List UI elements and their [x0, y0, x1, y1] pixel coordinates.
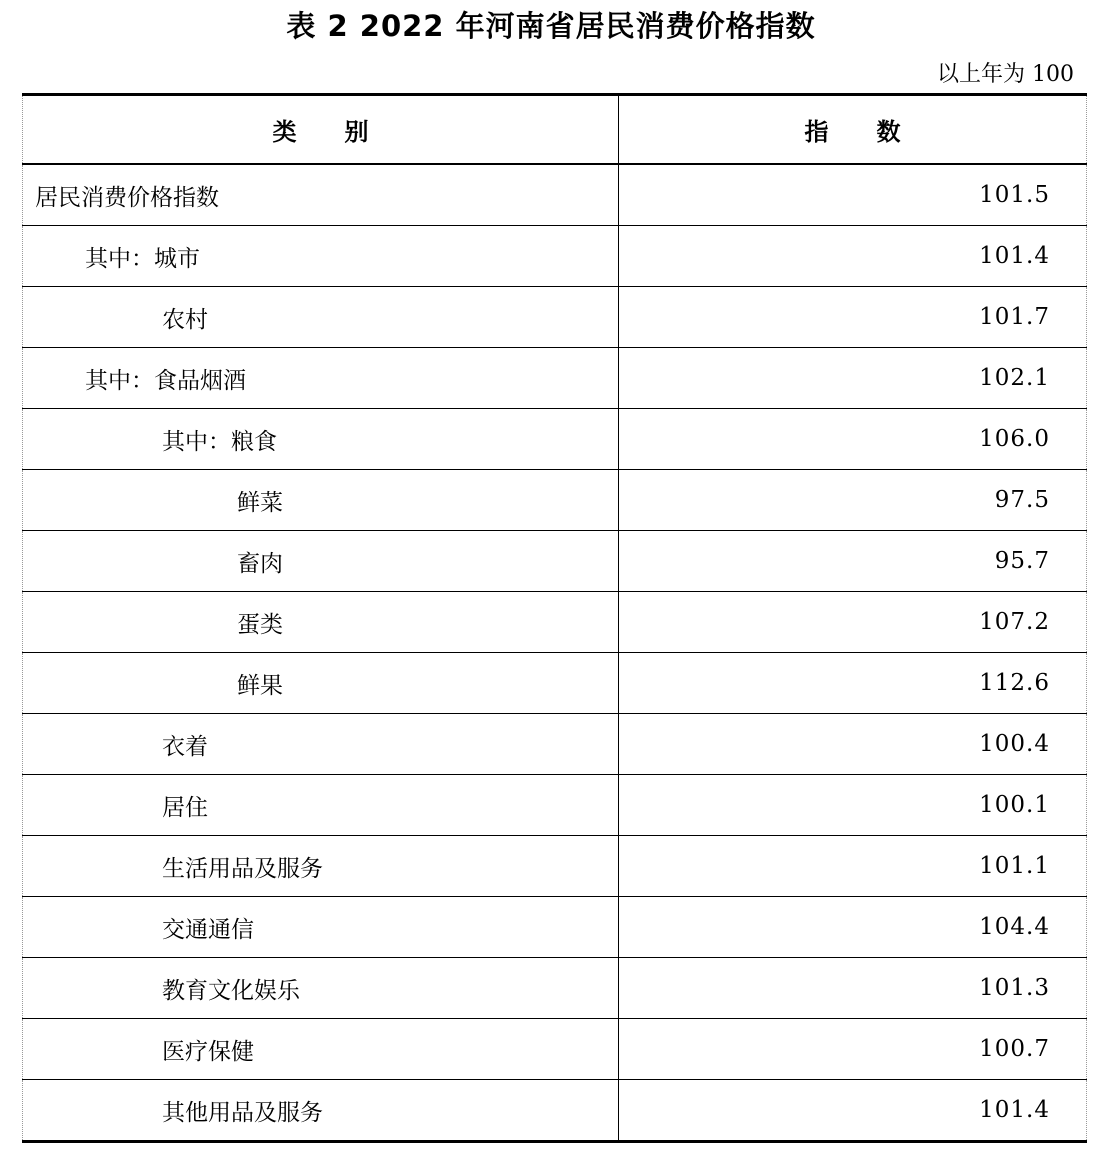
row-category: 居民消费价格指数	[23, 164, 619, 226]
unit-note: 以上年为 100	[937, 62, 1074, 87]
table-row	[23, 164, 1087, 226]
table-row	[23, 958, 1087, 1019]
row-index: 95.7	[619, 531, 1087, 592]
row-index: 101.7	[619, 287, 1087, 348]
table-title: 表 2 2022 年河南省居民消费价格指数	[286, 9, 816, 43]
row-index: 106.0	[619, 409, 1087, 470]
row-index: 101.4	[619, 1080, 1087, 1142]
row-category: 居住	[23, 775, 619, 836]
table-row	[23, 409, 1087, 470]
row-index: 101.1	[619, 836, 1087, 897]
table-row	[23, 592, 1087, 653]
row-index: 100.4	[619, 714, 1087, 775]
table-row	[23, 470, 1087, 531]
row-category: 蛋类	[23, 592, 619, 653]
row-category: 畜肉	[23, 531, 619, 592]
table-row	[23, 287, 1087, 348]
table-row	[23, 836, 1087, 897]
table-row	[23, 714, 1087, 775]
row-category: 交通通信	[23, 897, 619, 958]
row-index: 104.4	[619, 897, 1087, 958]
row-index: 100.7	[619, 1019, 1087, 1080]
table-row	[23, 775, 1087, 836]
table-row	[23, 348, 1087, 409]
row-index: 112.6	[619, 653, 1087, 714]
row-category: 其中：粮食	[23, 409, 619, 470]
table-row	[23, 531, 1087, 592]
header-index: 指 数	[619, 95, 1087, 165]
row-category: 医疗保健	[23, 1019, 619, 1080]
row-category: 其中：城市	[23, 226, 619, 287]
row-index: 107.2	[619, 592, 1087, 653]
row-index: 97.5	[619, 470, 1087, 531]
table-row	[23, 226, 1087, 287]
table-row	[23, 1080, 1087, 1142]
row-category: 教育文化娱乐	[23, 958, 619, 1019]
row-category: 其他用品及服务	[23, 1080, 619, 1142]
row-index: 101.4	[619, 226, 1087, 287]
row-category: 农村	[23, 287, 619, 348]
row-category: 生活用品及服务	[23, 836, 619, 897]
row-category: 衣着	[23, 714, 619, 775]
row-index: 100.1	[619, 775, 1087, 836]
row-category: 其中：食品烟酒	[23, 348, 619, 409]
header-category: 类 别	[23, 95, 619, 165]
row-category: 鲜菜	[23, 470, 619, 531]
table-row	[23, 653, 1087, 714]
table-row	[23, 1019, 1087, 1080]
cpi-table	[22, 93, 1087, 1143]
table-row	[23, 897, 1087, 958]
row-category: 鲜果	[23, 653, 619, 714]
header-row	[23, 95, 1087, 165]
row-index: 102.1	[619, 348, 1087, 409]
row-index: 101.3	[619, 958, 1087, 1019]
row-index: 101.5	[619, 164, 1087, 226]
